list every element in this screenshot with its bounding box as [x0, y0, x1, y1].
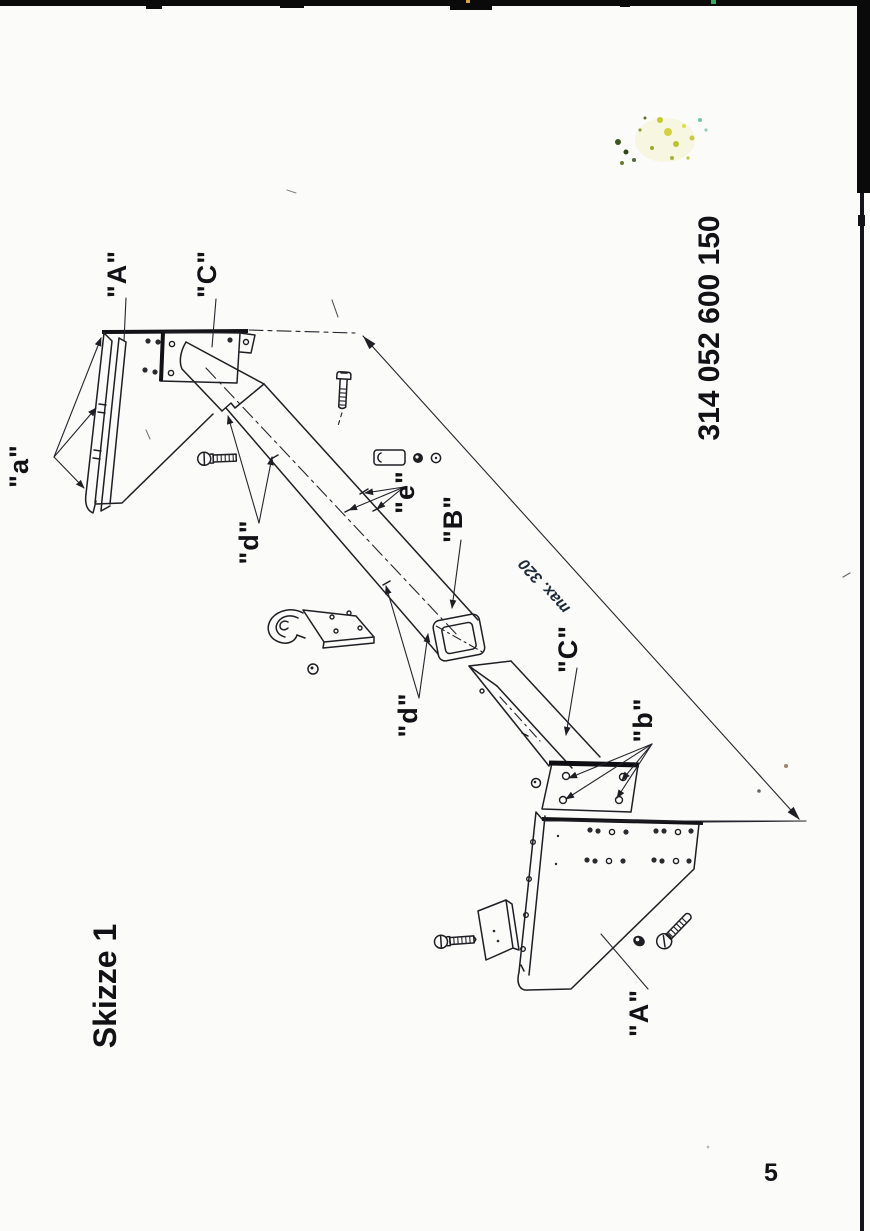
speckle-smudge [615, 117, 708, 166]
lower-bracket-holes [584, 827, 693, 863]
spacer-plate-b [532, 763, 640, 812]
upper-mounting-plate [142, 332, 255, 383]
callout-lower-bracket: "A" [624, 988, 654, 1038]
upper-fasteners [198, 372, 441, 466]
callout-lower-plate-holes: "b" [628, 697, 658, 743]
screw-horizontal-lower [434, 933, 476, 949]
callout-upper-tube: "C" [192, 249, 222, 299]
callout-labels [4, 250, 658, 1037]
lower-nut [631, 934, 646, 949]
coupling-hook [268, 610, 374, 674]
lower-bracket [518, 812, 806, 990]
spacer-and-nuts [374, 450, 441, 465]
callout-crossbar: "B" [438, 494, 468, 544]
sketch-title: Skizze 1 [87, 923, 123, 1049]
callout-upper-bracket: "A" [102, 249, 132, 299]
dimension-text: max. 320 [515, 555, 574, 617]
plate-b-nut [532, 779, 541, 788]
callout-upper-holes: "a" [4, 444, 34, 488]
callout-upper-fit: "d" [234, 519, 264, 565]
callout-lower-fit: "d" [393, 692, 423, 738]
screw-horizontal-upper [198, 451, 237, 465]
part-number: 314 052 600 150 [693, 215, 726, 441]
lower-fasteners [434, 900, 695, 960]
bolt-angled [654, 909, 696, 951]
green-scan-dot [711, 0, 716, 4]
lower-tube [469, 661, 600, 768]
callout-lower-tube: "C" [553, 624, 583, 674]
page-number: 5 [764, 1159, 778, 1187]
callout-fastener-set: "e" [390, 470, 420, 514]
bolt-vertical [334, 372, 351, 426]
small-spacer-plate [478, 900, 519, 960]
